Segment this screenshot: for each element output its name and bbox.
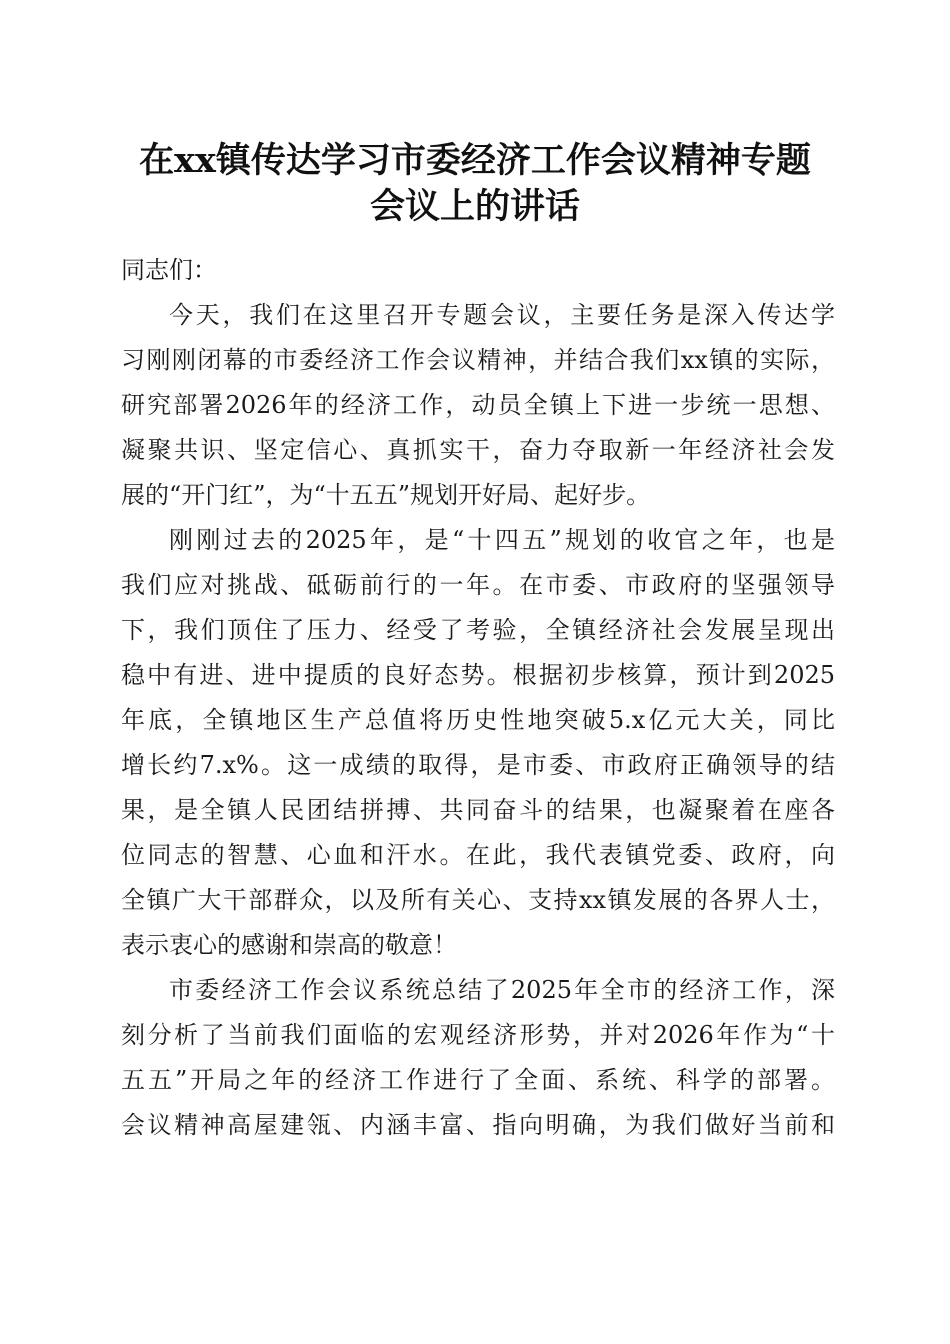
body-text-line: 稳中有进、进中提质的良好态势。根据初步核算，预计到2025 [121,661,835,689]
body-text-line: 今天，我们在这里召开专题会议，主要任务是深入传达学 [169,301,835,329]
body-text-line: 市委经济工作会议系统总结了2025年全市的经济工作，深 [169,976,835,1004]
body-text-line: 研究部署2026年的经济工作，动员全镇上下进一步统一思想、 [121,391,835,419]
body-text-line: 刻分析了当前我们面临的宏观经济形势，并对2026年作为“十 [121,1021,835,1049]
body-text-line: 五五”开局之年的经济工作进行了全面、系统、科学的部署。 [121,1066,835,1094]
title-line-2: 会议上的讲话 [369,186,580,227]
body-text-line: 年底，全镇地区生产总值将历史性地突破5.x亿元大关，同比 [121,706,835,734]
body-text-line: 凝聚共识、坚定信心、真抓实干，奋力夺取新一年经济社会发 [121,436,835,464]
body-text-line: 同志们： [121,256,217,284]
body-text-line: 表示衷心的感谢和崇高的敬意！ [121,931,457,959]
body-text-line: 下，我们顶住了压力、经受了考验，全镇经济社会发展呈现出 [121,616,835,644]
body-text-line: 会议精神高屋建瓴、内涵丰富、指向明确，为我们做好当前和 [121,1111,835,1139]
body-text-line: 果，是全镇人民团结拼搏、共同奋斗的结果，也凝聚着在座各 [121,796,835,824]
body-text-line: 展的“开门红”，为“十五五”规划开好局、起好步。 [121,481,651,509]
title-line-1: 在xx镇传达学习市委经济工作会议精神专题 [139,140,811,181]
body-text-line: 位同志的智慧、心血和汗水。在此，我代表镇党委、政府，向 [121,841,835,869]
body-text-line: 刚刚过去的2025年，是“十四五”规划的收官之年，也是 [169,526,835,554]
document-title [100,138,850,230]
body-text-line: 全镇广大干部群众，以及所有关心、支持xx镇发展的各界人士， [121,886,835,914]
body-text-line: 我们应对挑战、砥砺前行的一年。在市委、市政府的坚强领导 [121,571,835,599]
document-body [121,248,835,1148]
body-text-line: 习刚刚闭幕的市委经济工作会议精神，并结合我们xx镇的实际， [121,346,835,374]
body-text-line: 增长约7.x%。这一成绩的取得，是市委、市政府正确领导的结 [121,751,835,779]
